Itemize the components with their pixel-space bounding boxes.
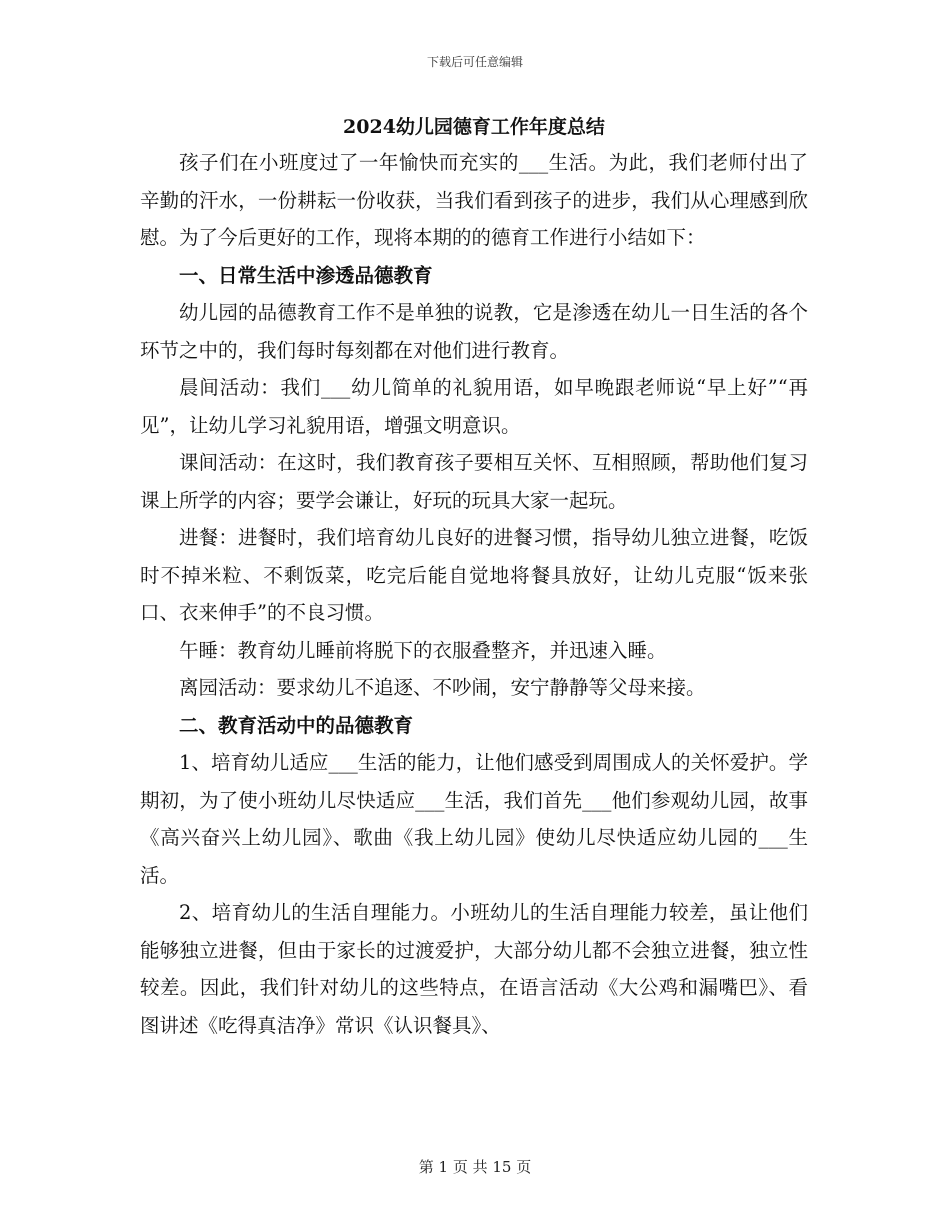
page-footer: 第 1 页 共 15 页 — [418, 1158, 532, 1176]
paragraph-item-2: 2、培育幼儿的生活自理能力。小班幼儿的生活自理能力较差，虽让他们能够独立进餐，但由于家长的过渡爱护，大部分幼儿都不会独立进餐，独立性较差。因此，我们针对幼儿的这些特点，在语言活动《大公鸡和漏嘴巴》、看图讲述《吃得真洁净》常识《认识餐具》、 — [140, 901, 808, 1037]
paragraph-meal: 进餐：进餐时，我们培育幼儿良好的进餐习惯，指导幼儿独立进餐，吃饭时不掉米粒、不剩饭菜，吃完后能自觉地将餐具放好，让幼儿克服“饭来张口、衣来伸手”的不良习惯。 — [140, 526, 808, 624]
paragraph-break: 课间活动：在这时，我们教育孩子要相互关怀、互相照顾，帮助他们复习课上所学的内容；要学会谦让，好玩的玩具大家一起玩。 — [140, 451, 808, 512]
paragraph-item-1: 1、培育幼儿适应___生活的能力，让他们感受到周围成人的关怀爱护。学期初，为了使小班幼儿尽快适应___生活，我们首先___他们参观幼儿园，故事《高兴奋兴上幼儿园》、歌曲《我上幼儿园》使幼儿尽快适应幼儿园的___生活。 — [140, 751, 808, 887]
paragraph-leave: 离园活动：要求幼儿不追逐、不吵闹，安宁静静等父母来接。 — [179, 676, 706, 699]
section-heading-1: 一、日常生活中渗透品德教育 — [179, 263, 433, 287]
section-heading-2: 二、教育活动中的品德教育 — [179, 713, 414, 737]
paragraph-morning: 晨间活动：我们___幼儿简单的礼貌用语，如早晚跟老师说“早上好”“再见”，让幼儿学习礼貌用语，增强文明意识。 — [140, 376, 808, 437]
paragraph-nap: 午睡：教育幼儿睡前将脱下的衣服叠整齐，并迅速入睡。 — [179, 638, 667, 662]
document-body — [140, 110, 808, 1044]
paragraph-intro: 孩子们在小班度过了一年愉快而充实的___生活。为此，我们老师付出了辛勤的汗水，一份耕耘一份收获，当我们看到孩子的进步，我们从心理感到欣慰。为了今后更好的工作，现将本期的的德育工作进行小结如下： — [140, 151, 808, 249]
paragraph-daily-life: 幼儿园的品德教育工作不是单独的说教，它是渗透在幼儿一日生活的各个环节之中的，我们每时每刻都在对他们进行教育。 — [140, 301, 808, 362]
document-title: 2024幼儿园德育工作年度总结 — [343, 116, 605, 138]
header-note: 下载后可任意编辑 — [426, 55, 523, 69]
